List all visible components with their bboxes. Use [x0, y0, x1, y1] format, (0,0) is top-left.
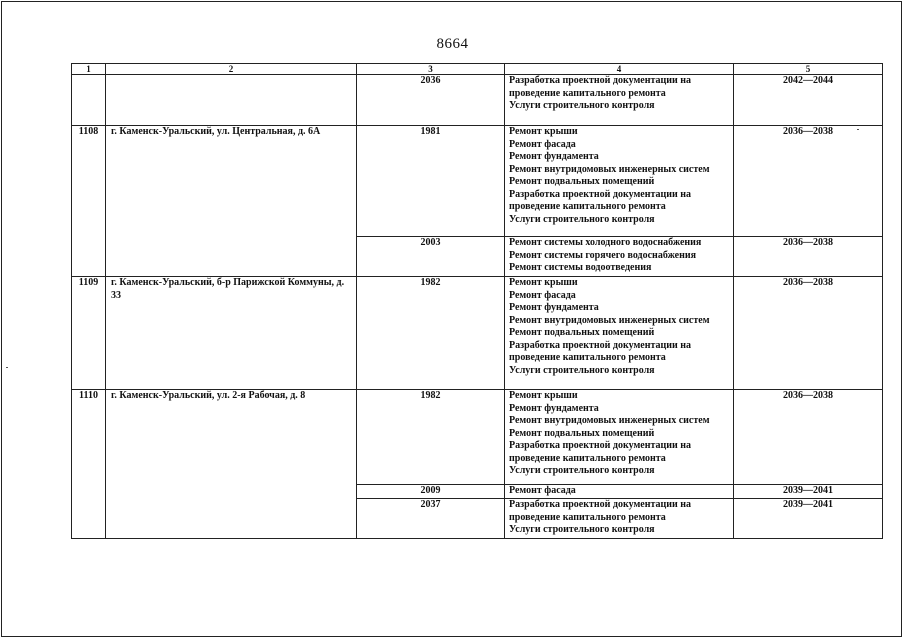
- building-number: 1108: [72, 126, 106, 277]
- header-cell: 5: [734, 64, 883, 75]
- planned-year: 2009: [357, 485, 505, 499]
- scan-speck: [857, 129, 859, 130]
- building-address: [106, 75, 357, 126]
- table-row: [72, 277, 883, 390]
- table-row: [72, 126, 883, 237]
- table-row: [72, 75, 883, 126]
- repair-period: 2039—2041: [734, 499, 883, 539]
- work-list: [505, 277, 734, 390]
- work-item: Ремонт фундамента: [509, 402, 599, 414]
- scan-speck: [6, 367, 8, 368]
- building-address: г. Каменск-Уральский, ул. Центральная, д. 6А: [106, 126, 357, 277]
- page-number: 8664: [436, 36, 469, 52]
- table-row: [72, 390, 883, 485]
- work-list: [505, 485, 734, 499]
- work-item: Ремонт фундамента: [509, 151, 599, 162]
- work-item: Ремонт внутридомовых инженерных систем: [509, 163, 710, 175]
- repair-period: 2042—2044: [734, 75, 883, 126]
- repair-period: 2036—2038: [734, 126, 883, 237]
- work-item: Ремонт крыши: [509, 390, 578, 401]
- header-cell: 2: [106, 64, 357, 75]
- work-item: Ремонт фундамента: [509, 302, 599, 313]
- work-item: Услуги строительного контроля: [509, 465, 655, 476]
- work-item: Ремонт системы горячего водоснабжения: [509, 249, 697, 261]
- work-item: Ремонт подвальных помещений: [509, 327, 655, 338]
- planned-year: 2037: [357, 499, 505, 539]
- work-item: Ремонт подвальных помещений: [509, 427, 655, 439]
- work-list: [505, 390, 734, 485]
- work-item: Разработка проектной документации на проведение капитального ремонта: [509, 75, 692, 99]
- work-item: Ремонт фасада: [509, 289, 576, 301]
- work-item: Услуги строительного контроля: [509, 100, 655, 111]
- work-item: Услуги строительного контроля: [509, 213, 655, 225]
- work-item: Ремонт системы водоотведения: [509, 262, 652, 273]
- work-item: Ремонт внутридомовых инженерных систем: [509, 415, 710, 426]
- work-item: Ремонт крыши: [509, 126, 578, 137]
- building-address: г. Каменск-Уральский, ул. 2-я Рабочая, д. 8: [106, 390, 357, 539]
- building-number: 1110: [72, 390, 106, 539]
- header-cell: 1: [72, 64, 106, 75]
- work-item: Разработка проектной документации на проведение капитального ремонта: [509, 499, 692, 523]
- work-list: [505, 126, 734, 237]
- work-list: [505, 75, 734, 126]
- repair-period: 2039—2041: [734, 485, 883, 499]
- building-number: 1109: [72, 277, 106, 390]
- work-item: Ремонт фасада: [509, 485, 576, 496]
- work-item: Ремонт внутридомовых инженерных систем: [509, 314, 710, 326]
- planned-year: 2003: [357, 237, 505, 277]
- building-address: г. Каменск-Уральский, б-р Парижской Коммуны, д. 33: [106, 277, 357, 390]
- planned-year: 2036: [357, 75, 505, 126]
- work-item: Ремонт крыши: [509, 277, 578, 288]
- work-item: Услуги строительного контроля: [509, 364, 655, 376]
- work-item: Услуги строительного контроля: [509, 524, 655, 535]
- table-header-row: [72, 64, 883, 75]
- repair-period: 2036—2038: [734, 390, 883, 485]
- work-list: [505, 237, 734, 277]
- work-item: Ремонт системы холодного водоснабжения: [509, 237, 702, 248]
- planned-year: 1981: [357, 126, 505, 237]
- header-cell: 3: [357, 64, 505, 75]
- header-cell: 4: [505, 64, 734, 75]
- table-body: [72, 64, 883, 539]
- work-item: Разработка проектной документации на проведение капитального ремонта: [509, 440, 692, 464]
- work-list: [505, 499, 734, 539]
- capital-repair-table: [71, 63, 883, 539]
- work-item: Ремонт фасада: [509, 138, 576, 150]
- building-number: [72, 75, 106, 126]
- repair-period: 2036—2038: [734, 237, 883, 277]
- repair-period: 2036—2038: [734, 277, 883, 390]
- planned-year: 1982: [357, 390, 505, 485]
- work-item: Разработка проектной документации на проведение капитального ремонта: [509, 188, 692, 212]
- work-item: Ремонт подвальных помещений: [509, 176, 655, 187]
- work-item: Разработка проектной документации на проведение капитального ремонта: [509, 339, 692, 363]
- planned-year: 1982: [357, 277, 505, 390]
